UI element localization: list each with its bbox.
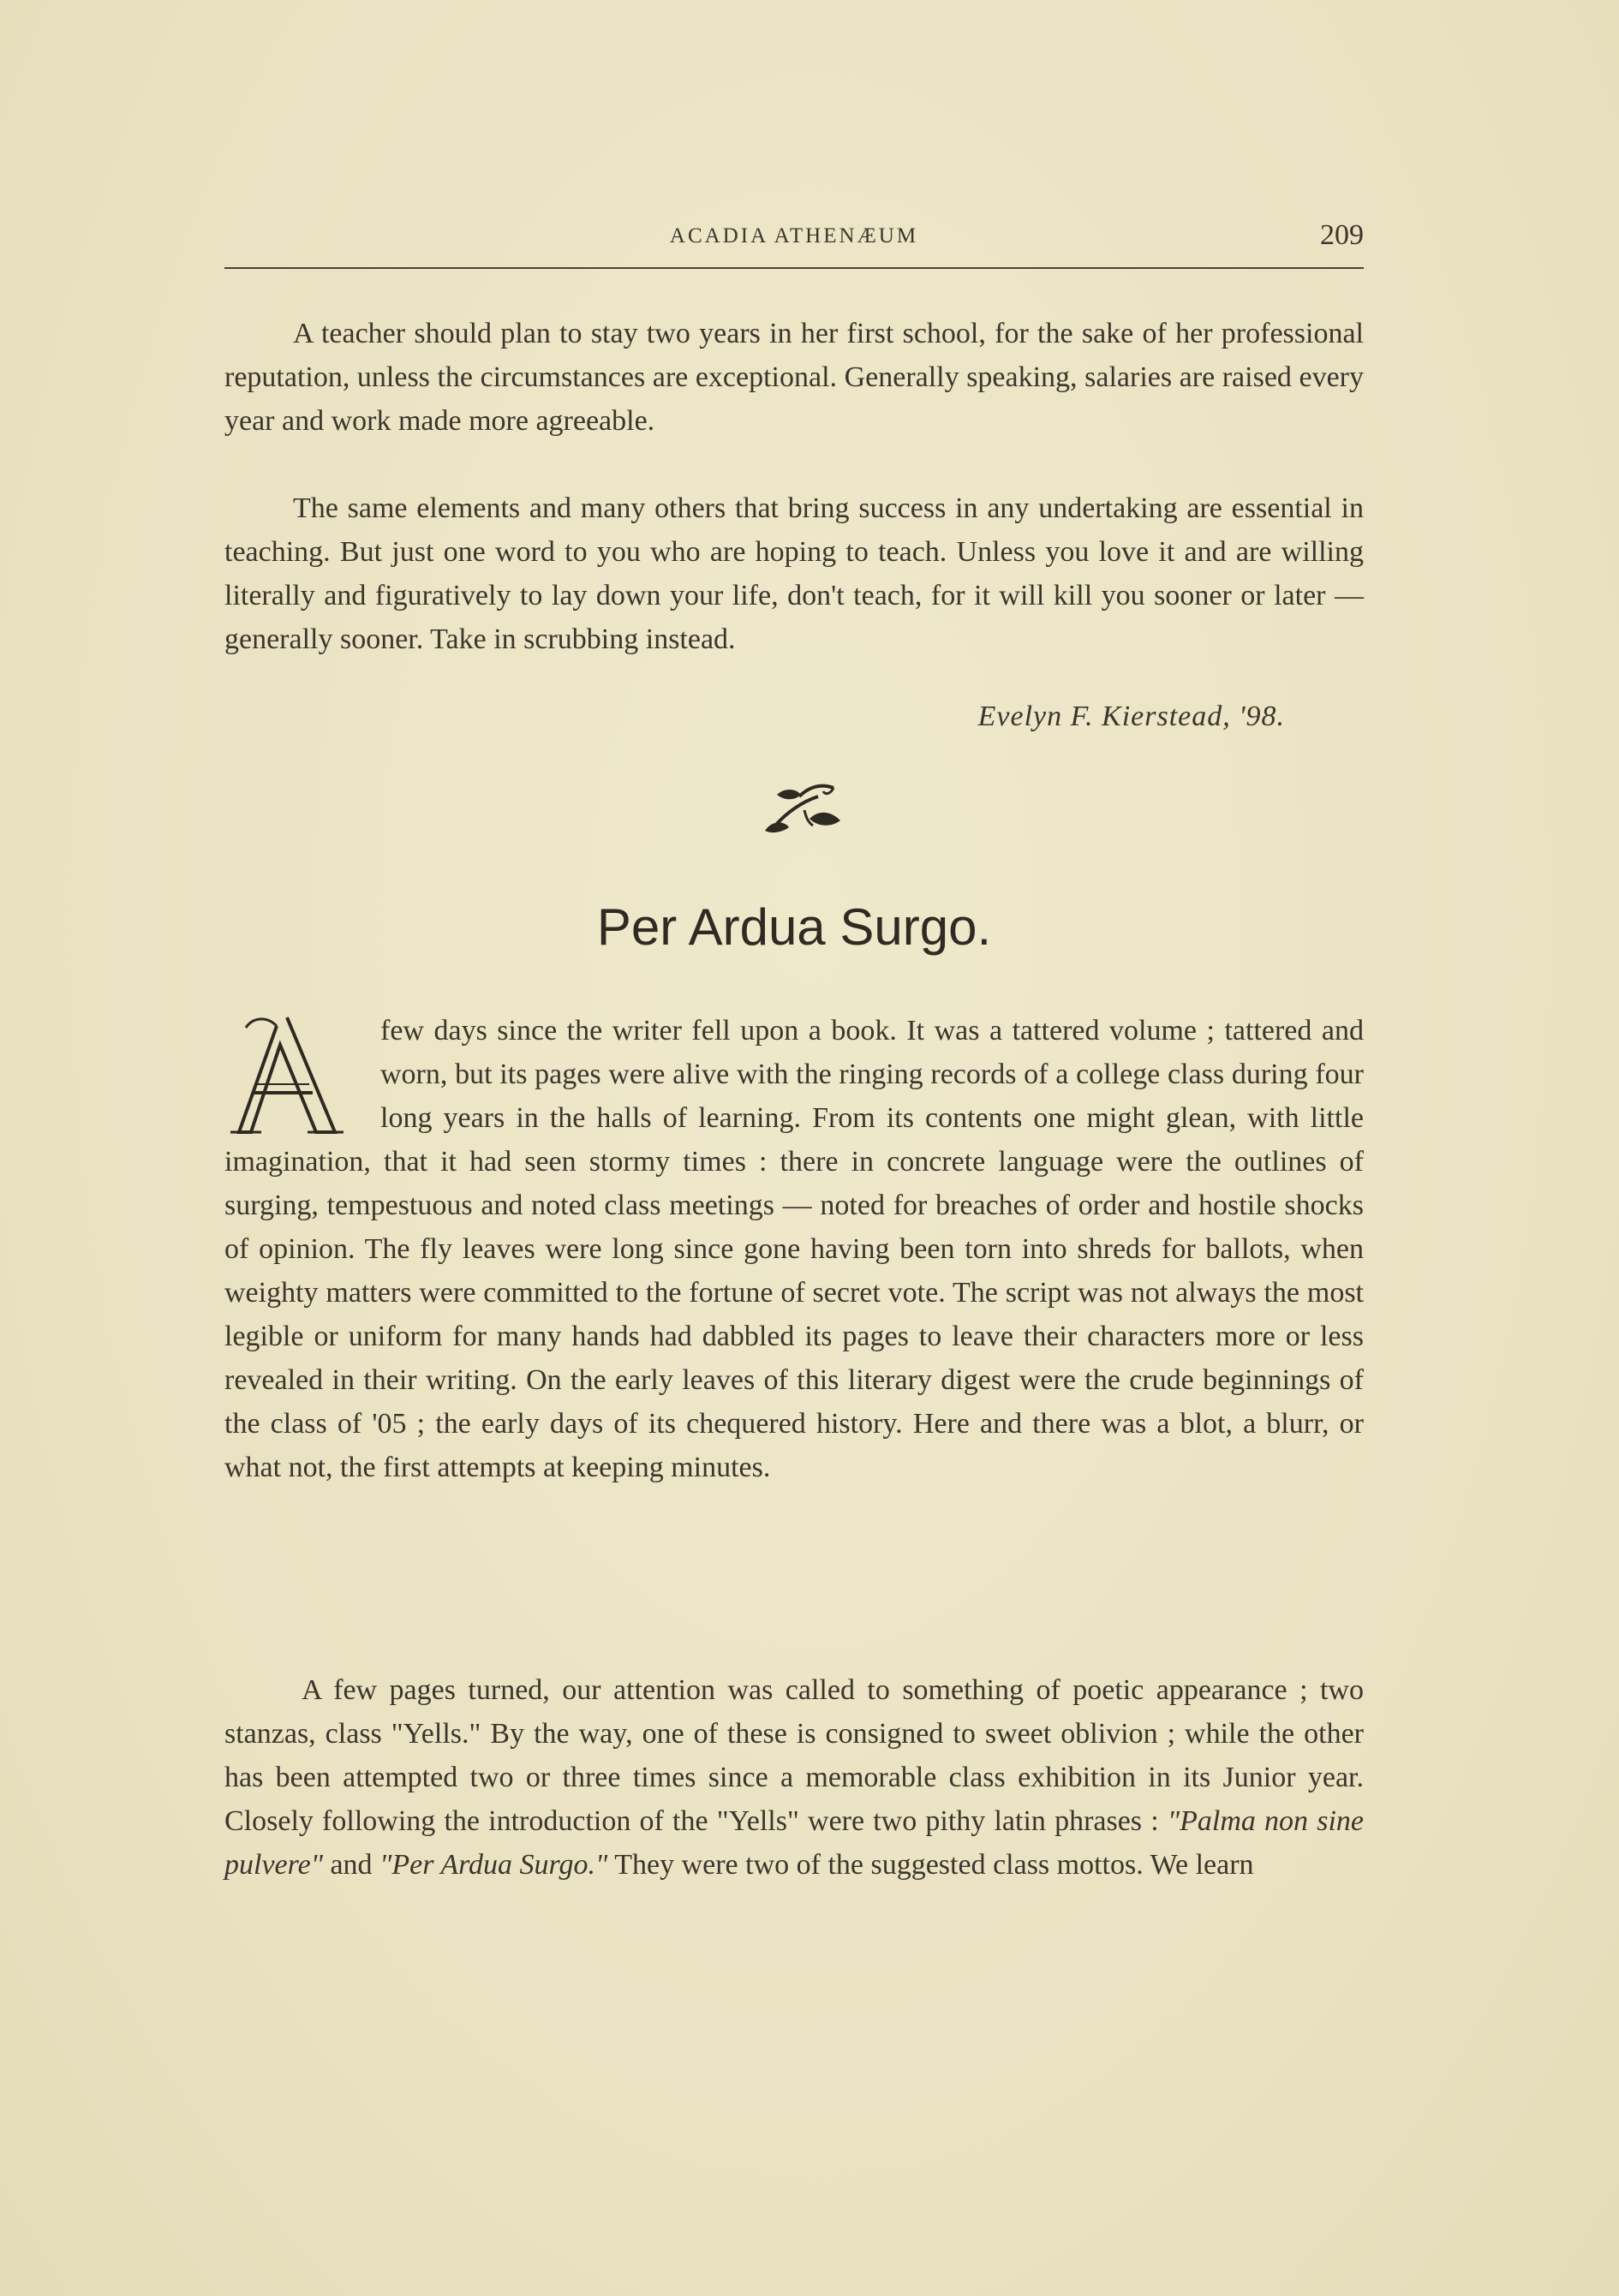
previous-article-paragraph-1: A teacher should plan to stay two years in her first school, for the sake of her professional reputation, unless the circumstances are exceptional. Generally speaking, salaries are raised every year and work made more agreeable. xyxy=(224,318,1364,437)
motto-per-ardua-surgo: "Per Ardua Surgo." xyxy=(379,1849,608,1881)
author-signature: Evelyn F. Kierstead, '98. xyxy=(977,701,1285,732)
drop-cap-space xyxy=(224,1009,380,1137)
article-paragraph-2-start: A few pages turned, our attention was called to something of poetic appearance ; two stanzas, class "Yells." By the way, one of these is consigned to sweet oblivion ; while the other has been attempted two or three times since a memorable class exhibition in its Junior year. Closely following the introduction of the "Yells" were two pithy latin phrases : xyxy=(224,1674,1364,1837)
article-paragraph-1 xyxy=(224,1009,1364,1489)
article-title: Per Ardua Surgo. xyxy=(596,898,992,956)
article-paragraph-2 xyxy=(224,1668,1364,1887)
article-paragraph-1-text: few days since the writer fell upon a book. It was a tattered volume ; tattered and worn, but its pages were alive with the ringing records of a college class during four long years in the halls of learning. From its contents one might glean, with little imagination, that it had seen stormy times : there in concrete language were the outlines of surging, tempestuous and noted class meetings — noted for breaches of order and hostile shocks of opinion. The fly leaves were long since gone having been torn into shreds for ballots, when weighty matters were committed to the fortune of secret vote. The script was not always the most legible or uniform for many hands had dabbled its pages to leave their characters more or less revealed in their writing. On the early leaves of this literary digest were the crude beginnings of the class of '05 ; the early days of its chequered history. Here and there was a blot, a blurr, or what not, the first attempts at keeping minutes. xyxy=(224,1015,1364,1483)
article-paragraph-2-end: They were two of the suggested class mottos. We learn xyxy=(614,1849,1254,1881)
header-rule xyxy=(224,267,1364,269)
running-head xyxy=(224,221,1364,255)
page-number: 209 xyxy=(1320,219,1364,251)
and-word: and xyxy=(330,1849,373,1881)
running-title: ACADIA ATHENÆUM xyxy=(669,224,919,247)
motto-palma-non-sine-pulvere: "Palma non sine pulvere" xyxy=(224,1805,1364,1881)
previous-article-paragraph-2: The same elements and many others that bring success in any undertaking are essential in teaching. But just one word to you who are hoping to teach. Unless you love it and are willing literally and figuratively to lay down your life, don't teach, for it will kill you sooner or later — generally sooner. Take in scrubbing instead. xyxy=(224,492,1364,655)
fleuron-ornament-icon xyxy=(758,776,852,844)
